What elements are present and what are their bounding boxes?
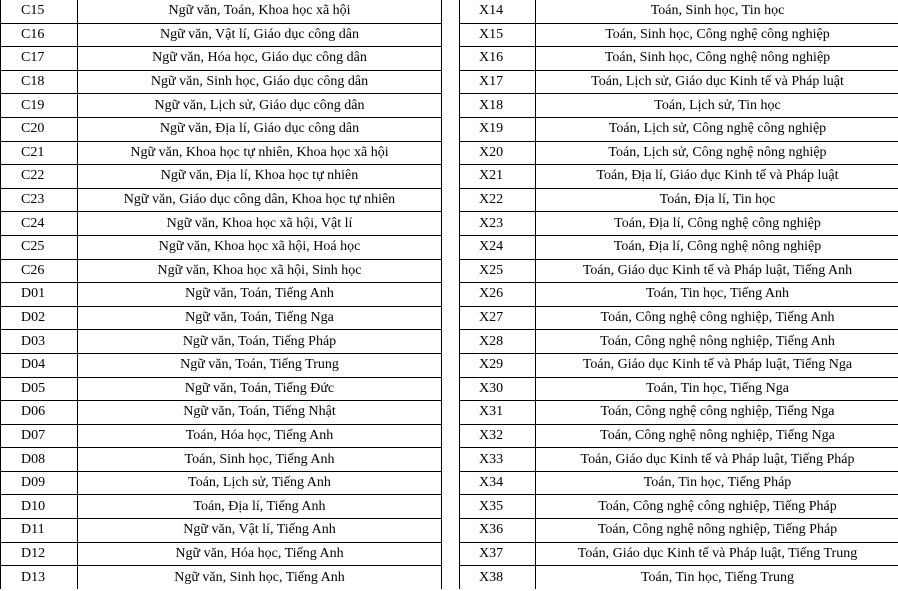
combination-subjects: Ngữ văn, Toán, Tiếng Đức xyxy=(78,377,442,401)
combination-code: D06 xyxy=(1,401,78,425)
combination-subjects: Toán, Địa lí, Công nghệ nông nghiệp xyxy=(536,235,898,259)
combination-subjects: Toán, Địa lí, Tin học xyxy=(536,188,898,212)
table-row xyxy=(1,235,442,259)
combination-subjects: Toán, Sinh học, Tin học xyxy=(536,0,898,23)
combination-code: C21 xyxy=(1,141,78,165)
table-row xyxy=(460,471,898,495)
combination-subjects: Ngữ văn, Toán, Tiếng Anh xyxy=(78,283,442,307)
table-row xyxy=(1,471,442,495)
combination-subjects: Toán, Lịch sử, Tiếng Anh xyxy=(78,471,442,495)
table-row xyxy=(1,212,442,236)
combination-code: X16 xyxy=(460,47,536,71)
combination-subjects: Ngữ văn, Toán, Tiếng Nhật xyxy=(78,401,442,425)
table-row xyxy=(460,259,898,283)
combination-code: D12 xyxy=(1,542,78,566)
combination-code: D09 xyxy=(1,471,78,495)
table-row xyxy=(460,448,898,472)
table-row xyxy=(1,283,442,307)
combination-subjects: Toán, Lịch sử, Công nghệ công nghiệp xyxy=(536,117,898,141)
combination-subjects: Ngữ văn, Sinh học, Tiếng Anh xyxy=(78,566,442,589)
combination-subjects: Toán, Lịch sử, Tin học xyxy=(536,94,898,118)
combination-code: D02 xyxy=(1,306,78,330)
combination-code: X28 xyxy=(460,330,536,354)
combination-subjects: Toán, Lịch sử, Công nghệ nông nghiệp xyxy=(536,141,898,165)
combination-subjects: Ngữ văn, Địa lí, Khoa học tự nhiên xyxy=(78,165,442,189)
table-row xyxy=(1,424,442,448)
table-row xyxy=(460,519,898,543)
right-table-body xyxy=(460,0,898,589)
table-row xyxy=(1,47,442,71)
table-row xyxy=(1,188,442,212)
table-row xyxy=(1,141,442,165)
combination-subjects: Toán, Giáo dục Kinh tế và Pháp luật, Tiếng Anh xyxy=(536,259,898,283)
table-row xyxy=(460,495,898,519)
table-row xyxy=(1,377,442,401)
combination-code: D08 xyxy=(1,448,78,472)
table-row xyxy=(460,330,898,354)
table-row xyxy=(460,212,898,236)
combination-subjects: Toán, Lịch sử, Giáo dục Kinh tế và Pháp luật xyxy=(536,70,898,94)
combination-code: X31 xyxy=(460,401,536,425)
table-row xyxy=(1,519,442,543)
left-subject-table xyxy=(0,0,442,589)
table-row xyxy=(1,353,442,377)
combination-code: X27 xyxy=(460,306,536,330)
combination-code: C18 xyxy=(1,70,78,94)
table-row xyxy=(460,117,898,141)
table-row xyxy=(460,23,898,47)
combination-code: X35 xyxy=(460,495,536,519)
combination-subjects: Toán, Giáo dục Kinh tế và Pháp luật, Tiếng Nga xyxy=(536,353,898,377)
combination-subjects: Toán, Sinh học, Công nghệ công nghiệp xyxy=(536,23,898,47)
combination-subjects: Toán, Địa lí, Giáo dục Kinh tế và Pháp luật xyxy=(536,165,898,189)
table-row xyxy=(1,448,442,472)
combination-code: X17 xyxy=(460,70,536,94)
combination-subjects: Toán, Địa lí, Công nghệ công nghiệp xyxy=(536,212,898,236)
combination-code: C19 xyxy=(1,94,78,118)
combination-code: X38 xyxy=(460,566,536,589)
combination-code: X21 xyxy=(460,165,536,189)
left-table-body xyxy=(1,0,442,589)
combination-code: X29 xyxy=(460,353,536,377)
combination-code: D13 xyxy=(1,566,78,589)
table-row xyxy=(1,259,442,283)
combination-subjects: Ngữ văn, Khoa học tự nhiên, Khoa học xã hội xyxy=(78,141,442,165)
table-row xyxy=(460,47,898,71)
combination-subjects: Ngữ văn, Sinh học, Giáo dục công dân xyxy=(78,70,442,94)
combination-code: X25 xyxy=(460,259,536,283)
combination-code: X22 xyxy=(460,188,536,212)
combination-subjects: Toán, Công nghệ nông nghiệp, Tiếng Anh xyxy=(536,330,898,354)
combination-code: D11 xyxy=(1,519,78,543)
table-row xyxy=(460,283,898,307)
combination-code: C17 xyxy=(1,47,78,71)
combination-code: D03 xyxy=(1,330,78,354)
combination-code: D07 xyxy=(1,424,78,448)
table-row xyxy=(460,424,898,448)
combination-code: X18 xyxy=(460,94,536,118)
combination-code: X26 xyxy=(460,283,536,307)
combination-subjects: Ngữ văn, Vật lí, Giáo dục công dân xyxy=(78,23,442,47)
table-row xyxy=(1,70,442,94)
table-row xyxy=(460,353,898,377)
table-row xyxy=(1,330,442,354)
combination-subjects: Ngữ văn, Lịch sử, Giáo dục công dân xyxy=(78,94,442,118)
combination-subjects: Toán, Công nghệ nông nghiệp, Tiếng Pháp xyxy=(536,519,898,543)
combination-code: X14 xyxy=(460,0,536,23)
table-row xyxy=(460,165,898,189)
combination-subjects: Ngữ văn, Giáo dục công dân, Khoa học tự nhiên xyxy=(78,188,442,212)
table-row xyxy=(460,94,898,118)
combination-code: X20 xyxy=(460,141,536,165)
combination-code: D05 xyxy=(1,377,78,401)
combination-code: X23 xyxy=(460,212,536,236)
table-row xyxy=(1,495,442,519)
combination-subjects: Toán, Hóa học, Tiếng Anh xyxy=(78,424,442,448)
table-row xyxy=(1,23,442,47)
table-row xyxy=(460,306,898,330)
combination-subjects: Toán, Tin học, Tiếng Anh xyxy=(536,283,898,307)
combination-code: X24 xyxy=(460,235,536,259)
combination-subjects: Toán, Tin học, Tiếng Pháp xyxy=(536,471,898,495)
combination-code: C20 xyxy=(1,117,78,141)
table-row xyxy=(1,566,442,589)
combination-code: X33 xyxy=(460,448,536,472)
combination-subjects: Ngữ văn, Hóa học, Tiếng Anh xyxy=(78,542,442,566)
combination-subjects: Toán, Giáo dục Kinh tế và Pháp luật, Tiếng Pháp xyxy=(536,448,898,472)
combination-subjects: Toán, Địa lí, Tiếng Anh xyxy=(78,495,442,519)
combination-code: C26 xyxy=(1,259,78,283)
table-row xyxy=(1,165,442,189)
combination-subjects: Ngữ văn, Địa lí, Giáo dục công dân xyxy=(78,117,442,141)
combination-subjects: Toán, Công nghệ công nghiệp, Tiếng Nga xyxy=(536,401,898,425)
combination-code: C24 xyxy=(1,212,78,236)
combination-subjects: Ngữ văn, Khoa học xã hội, Sinh học xyxy=(78,259,442,283)
combination-subjects: Ngữ văn, Toán, Tiếng Trung xyxy=(78,353,442,377)
combination-code: X37 xyxy=(460,542,536,566)
combination-code: X19 xyxy=(460,117,536,141)
table-row xyxy=(1,542,442,566)
combination-subjects: Toán, Công nghệ công nghiệp, Tiếng Pháp xyxy=(536,495,898,519)
combination-code: X36 xyxy=(460,519,536,543)
table-row xyxy=(460,141,898,165)
combination-code: D04 xyxy=(1,353,78,377)
combination-subjects: Toán, Công nghệ công nghiệp, Tiếng Anh xyxy=(536,306,898,330)
table-row xyxy=(1,94,442,118)
combination-subjects: Toán, Sinh học, Công nghệ nông nghiệp xyxy=(536,47,898,71)
combination-code: C23 xyxy=(1,188,78,212)
combination-subjects: Toán, Tin học, Tiếng Trung xyxy=(536,566,898,589)
combination-subjects: Toán, Giáo dục Kinh tế và Pháp luật, Tiếng Trung xyxy=(536,542,898,566)
combination-subjects: Toán, Tin học, Tiếng Nga xyxy=(536,377,898,401)
combination-subjects: Ngữ văn, Toán, Tiếng Nga xyxy=(78,306,442,330)
combination-subjects: Ngữ văn, Khoa học xã hội, Vật lí xyxy=(78,212,442,236)
table-row xyxy=(460,566,898,589)
combination-subjects: Ngữ văn, Toán, Khoa học xã hội xyxy=(78,0,442,23)
combination-subjects: Toán, Công nghệ nông nghiệp, Tiếng Nga xyxy=(536,424,898,448)
combination-subjects: Ngữ văn, Vật lí, Tiếng Anh xyxy=(78,519,442,543)
table-row xyxy=(460,542,898,566)
combination-code: D10 xyxy=(1,495,78,519)
combination-code: C16 xyxy=(1,23,78,47)
right-subject-table xyxy=(459,0,898,589)
combination-code: X34 xyxy=(460,471,536,495)
table-row xyxy=(460,70,898,94)
table-row xyxy=(460,188,898,212)
table-row xyxy=(460,0,898,23)
combination-code: C22 xyxy=(1,165,78,189)
table-row xyxy=(1,306,442,330)
table-row xyxy=(460,235,898,259)
combination-subjects: Ngữ văn, Hóa học, Giáo dục công dân xyxy=(78,47,442,71)
table-row xyxy=(460,377,898,401)
table-row xyxy=(460,401,898,425)
table-row xyxy=(1,401,442,425)
combination-code: C25 xyxy=(1,235,78,259)
table-row xyxy=(1,117,442,141)
combination-subjects: Ngữ văn, Toán, Tiếng Pháp xyxy=(78,330,442,354)
combination-code: X30 xyxy=(460,377,536,401)
combination-subjects: Ngữ văn, Khoa học xã hội, Hoá học xyxy=(78,235,442,259)
combination-code: X32 xyxy=(460,424,536,448)
table-row xyxy=(1,0,442,23)
combination-code: C15 xyxy=(1,0,78,23)
combination-code: X15 xyxy=(460,23,536,47)
combination-subjects: Toán, Sinh học, Tiếng Anh xyxy=(78,448,442,472)
combination-code: D01 xyxy=(1,283,78,307)
